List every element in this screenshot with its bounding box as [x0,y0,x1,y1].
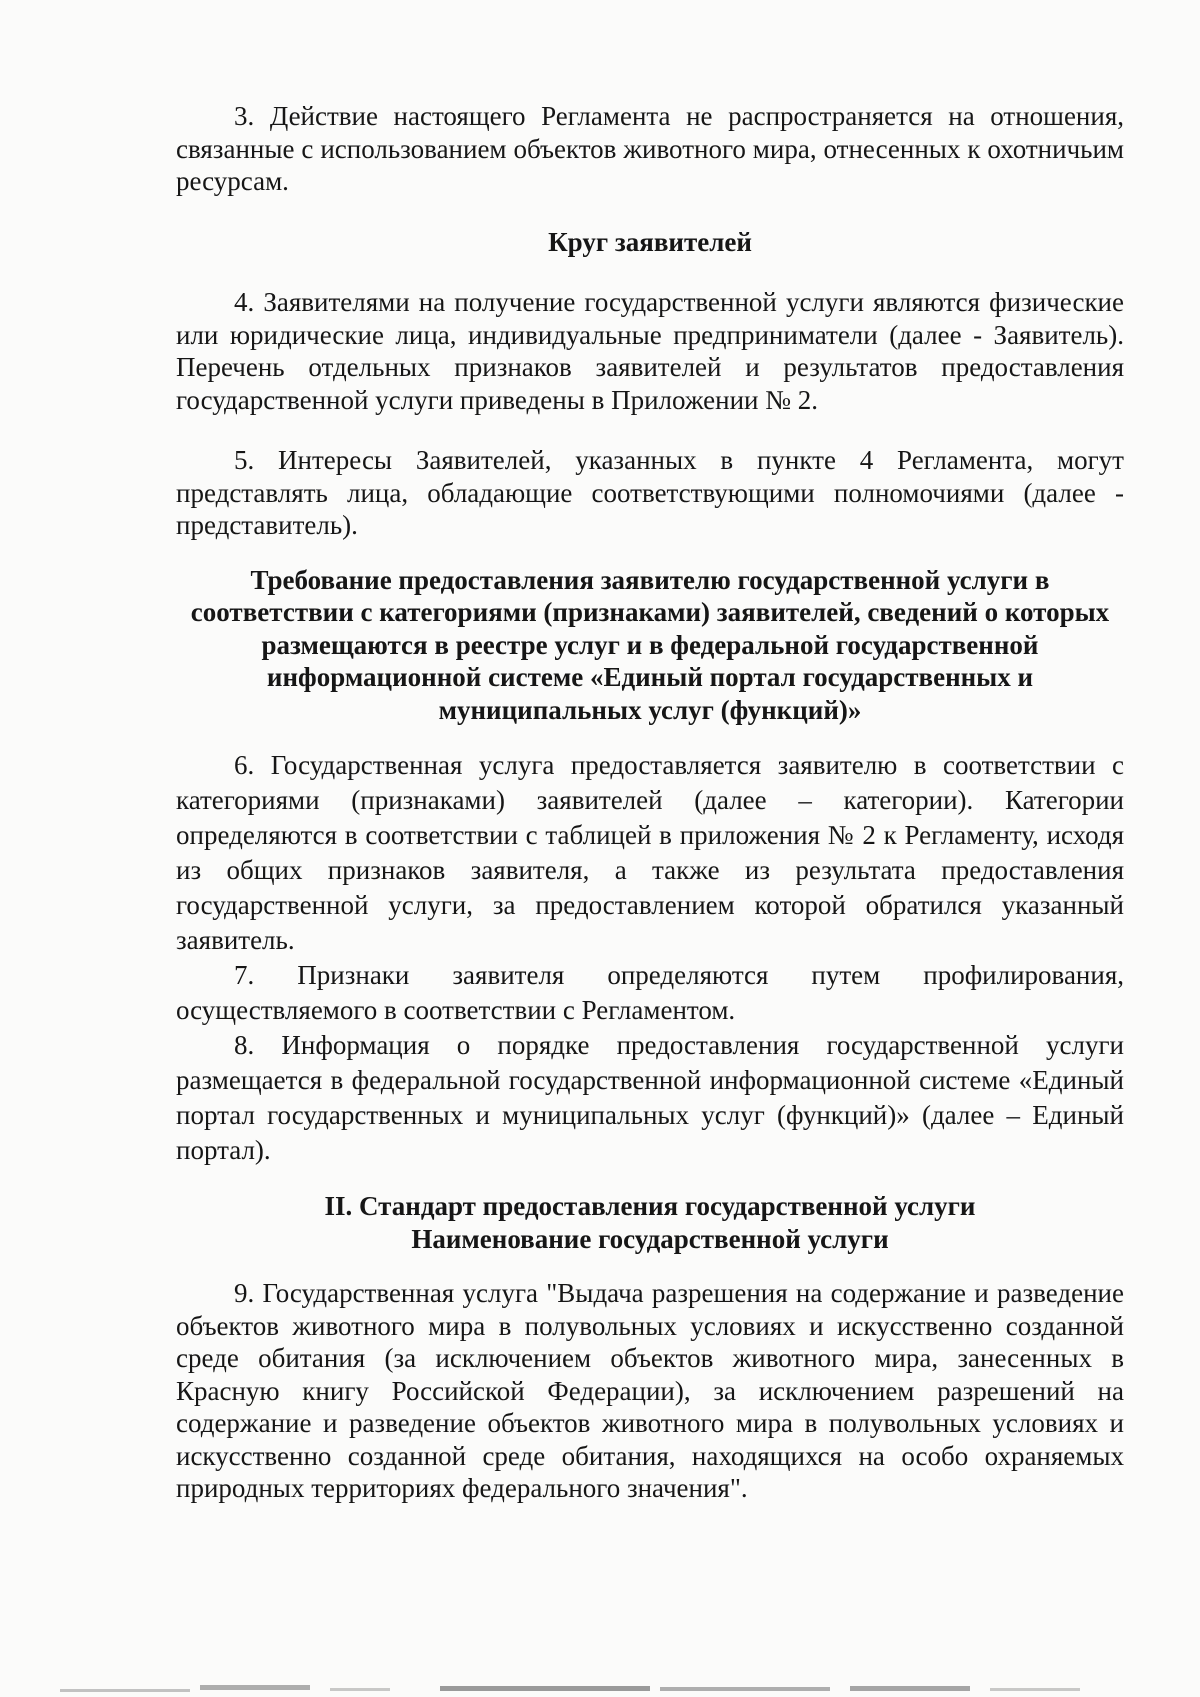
paragraph-5: 5. Интересы Заявителей, указанных в пункте 4 Регламента, могут представлять лица, обладающие соответствующими полномочиями (далее - представитель). [176,445,1124,540]
paragraph-4: 4. Заявителями на получение государственной услуги являются физические или юридические лица, индивидуальные предприниматели (далее - Заявитель). Перечень отдельных признаков заявителей и результатов предоставления государственной услуги приведены в Приложении № 2. [176,287,1124,415]
heading-section-2: II. Стандарт предоставления государственной услуги [324,1191,976,1221]
paragraph-8: 8. Информация о порядке предоставления государственной услуги размещается в федеральной государственной информационной системе «Единый портал государственных и муниципальных услуг (функций)» (далее – Единый портал). [176,1030,1124,1165]
paragraph-3: 3. Действие настоящего Регламента не распространяется на отношения, связанные с использованием объектов животного мира, отнесенных к охотничьим ресурсам. [176,101,1124,196]
paragraph-6: 6. Государственная услуга предоставляется заявителю в соответствии с категориями (признаками) заявителей (далее – категории). Категории определяются в соответствии с таблицей в приложения № 2 к Регламенту, исходя из общих признаков заявителя, а также из результата предоставления государственной услуги, за предоставлением которой обратился указанный заявитель. [176,750,1124,955]
paragraph-9: 9. Государственная услуга "Выдача разрешения на содержание и разведение объектов животного мира в полувольных условиях и искусственно созданной среде обитания (за исключением объектов животного мира, занесенных в Красную книгу Российской Федерации), за исключением разрешений на содержание и разведение объектов животного мира в полувольных условиях и искусственно созданной среде обитания, находящихся на особо охраняемых природных территориях федерального значения". [176,1278,1124,1503]
paragraph-7: 7. Признаки заявителя определяются путем профилирования, осуществляемого в соответствии с Регламентом. [176,960,1124,1025]
heading-applicants: Круг заявителей [548,226,752,257]
heading-requirement: Требование предоставления заявителю государственной услуги в соответствии с категориями (признаками) заявителей, сведений о которых размещаются в реестре услуг и в федеральной государственной информационной системе «Единый портал государственных и муниципальных услуг (функций)» [190,564,1110,725]
scan-artifact-bottom [0,1675,1200,1697]
heading-service-name: Наименование государственной услуги [411,1223,889,1254]
document-body [176,100,1124,1505]
